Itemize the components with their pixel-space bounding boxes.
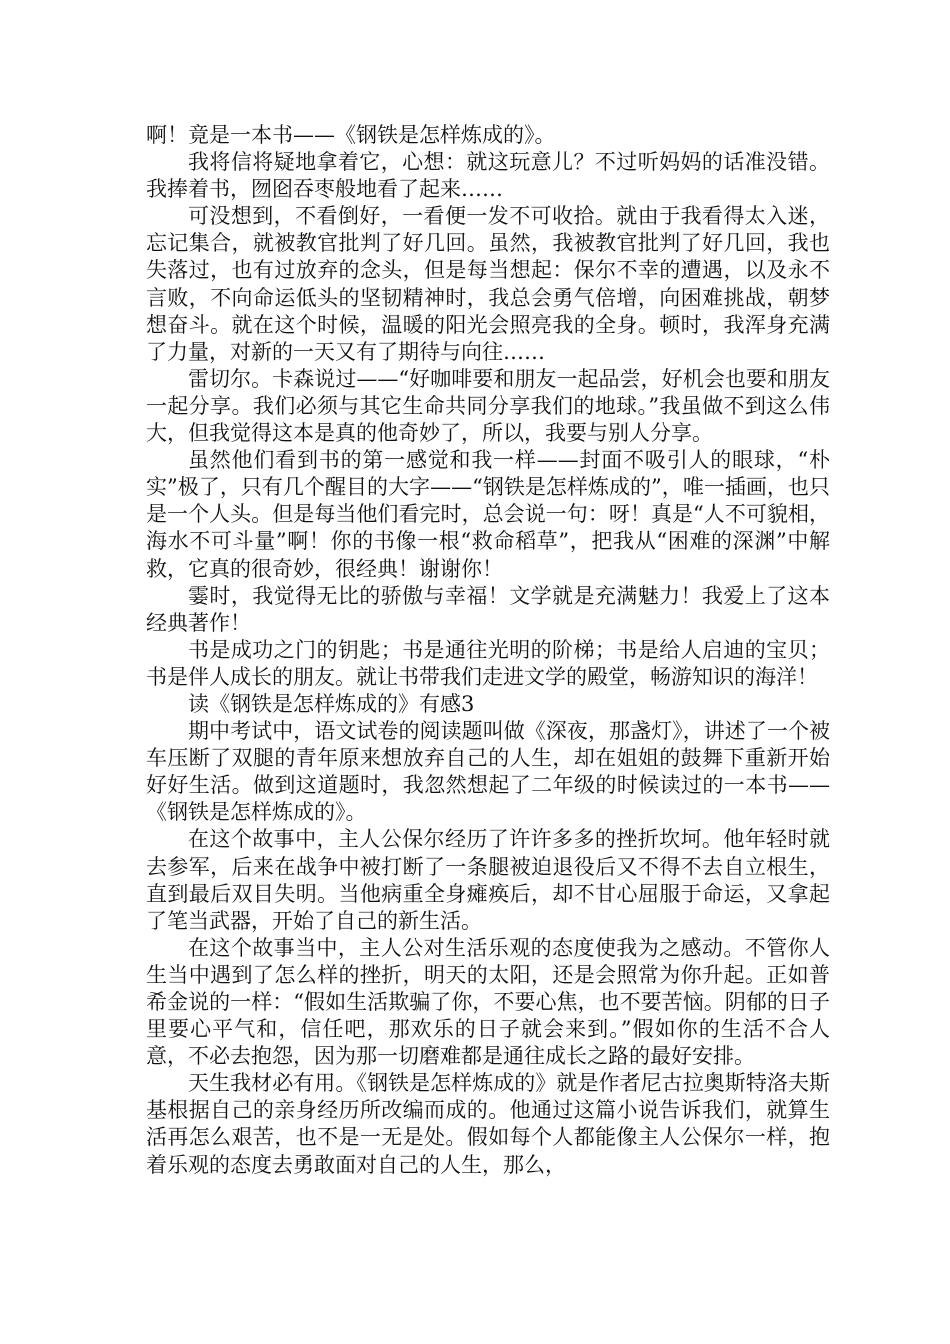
paragraph: 霎时，我觉得无比的骄傲与幸福！文学就是充满魅力！我爱上了这本经典著作！ xyxy=(146,583,830,635)
paragraph: 在这个故事当中，主人公对生活乐观的态度使我为之感动。不管你人生当中遇到了怎么样的挫折，明天的太阳，还是会照常为你升起。正如普希金说的一样：“假如生活欺骗了你，不要心焦，也不要苦恼。阴郁的日子里要心平气和，信任吧，那欢乐的日子就会来到。”假如你的生活不合人意，不必去抱怨，因为那一切磨难都是通往成长之路的最好安排。 xyxy=(146,935,830,1069)
paragraph: 期中考试中，语文试卷的阅读题叫做《深夜，那盏灯》，讲述了一个被车压断了双腿的青年原来想放弃自己的人生，却在姐姐的鼓舞下重新开始好好生活。做到这道题时，我忽然想起了二年级的时候读过的一本书——《钢铁是怎样炼成的》。 xyxy=(146,719,830,825)
paragraph: 雷切尔。卡森说过——“好咖啡要和朋友一起品尝，好机会也要和朋友一起分享。我们必须与其它生命共同分享我们的地球。”我虽做不到这么伟大，但我觉得这本是真的他奇妙了，所以，我要与别人分享。 xyxy=(146,366,830,446)
section-heading: 读《钢铁是怎样炼成的》有感3 xyxy=(188,691,475,716)
document-page xyxy=(146,122,830,1179)
paragraph: 在这个故事中，主人公保尔经历了许许多多的挫折坎坷。他年轻时就去参军，后来在战争中被打断了一条腿被迫退役后又不得不去自立根生，直到最后双目失明。当他病重全身瘫痪后，却不甘心屈服于命运，又拿起了笔当武器，开始了自己的新生活。 xyxy=(146,827,830,933)
paragraph: 虽然他们看到书的第一感觉和我一样——封面不吸引人的眼球，“朴实”极了，只有几个醒目的大字——“钢铁是怎样炼成的”，唯一插画，也只是一个人头。但是每当他们看完时，总会说一句：呀！真是“人不可貌相，海水不可斗量”啊！你的书像一根“救命稻草”，把我从“困难的深渊”中解救，它真的很奇妙，很经典！谢谢你！ xyxy=(146,448,830,581)
paragraph: 我将信将疑地拿着它，心想：就这玩意儿？不过听妈妈的话准没错。我捧着书，囫囵吞枣般地看了起来…… xyxy=(146,150,830,202)
paragraph: 书是成功之门的钥匙；书是通往光明的阶梯；书是给人启迪的宝贝；书是伴人成长的朋友。就让书带我们走进文学的殿堂，畅游知识的海洋！ xyxy=(146,637,830,689)
paragraph: 可没想到，不看倒好，一看便一发不可收拾。就由于我看得太入迷，忘记集合，就被教官批判了好几回。虽然，我被教官批判了好几回，我也失落过，也有过放弃的念头，但是每当想起：保尔不幸的遭遇，以及永不言败，不向命运低头的坚韧精神时，我总会勇气倍增，向困难挑战，朝梦想奋斗。就在这个时候，温暖的阳光会照亮我的全身。顿时，我浑身充满了力量，对新的一天又有了期待与向往…… xyxy=(146,204,830,364)
paragraph: 天生我材必有用。《钢铁是怎样炼成的》就是作者尼古拉奥斯特洛夫斯基根据自己的亲身经历所改编而成的。他通过这篇小说告诉我们，就算生活再怎么艰苦，也不是一无是处。假如每个人都能像主人公保尔一样，抱着乐观的态度去勇敢面对自己的人生，那么， xyxy=(146,1071,830,1177)
paragraph: 啊！竟是一本书——《钢铁是怎样炼成的》。 xyxy=(146,123,556,147)
